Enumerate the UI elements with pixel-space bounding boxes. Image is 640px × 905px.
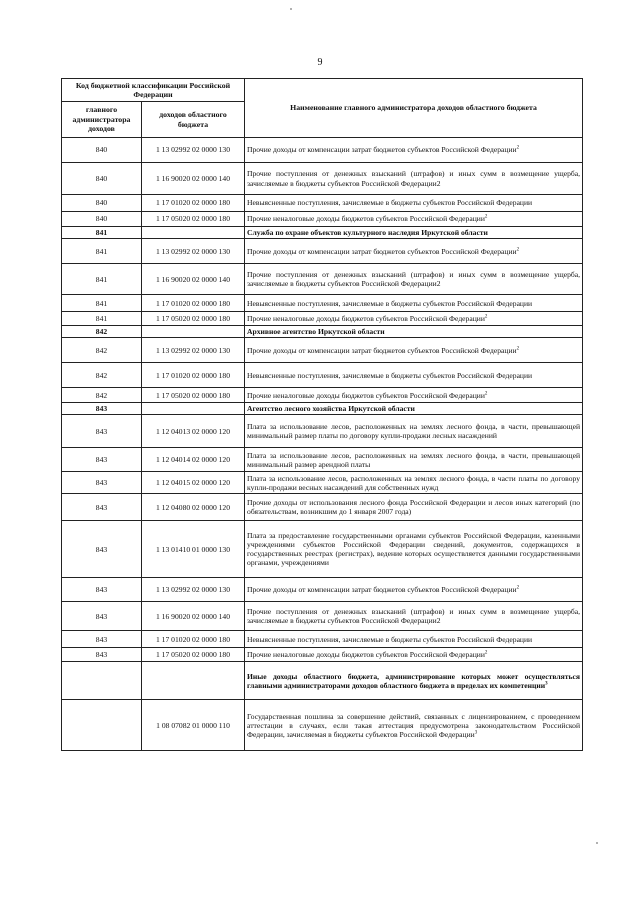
footnote-ref: 3	[474, 730, 478, 736]
revenue-name-cell	[245, 312, 583, 326]
revenue-code-cell: 1 17 01020 02 0000 180	[142, 195, 245, 212]
revenue-name-cell	[245, 363, 583, 388]
revenue-name-cell	[245, 521, 583, 578]
admin-code-cell: 840	[62, 138, 142, 163]
revenue-name-cell	[245, 227, 583, 239]
admin-code-cell: 843	[62, 403, 142, 415]
revenue-code-cell: 1 17 05020 02 0000 180	[142, 388, 245, 403]
scan-dot	[290, 8, 292, 10]
header-admin-code: главного администратора доходов	[62, 102, 142, 138]
revenue-name-cell	[245, 212, 583, 227]
revenue-name-text: Невыясненные поступления, зачисляемые в бюджеты субъектов Российской Федерации	[247, 198, 533, 208]
revenue-code-cell: 1 12 04015 02 0000 120	[142, 472, 245, 494]
revenue-code-cell: 1 16 90020 02 0000 140	[142, 163, 245, 195]
footnote-ref: 2	[484, 650, 488, 656]
section-row	[62, 326, 583, 338]
revenue-code-cell: 1 17 05020 02 0000 180	[142, 212, 245, 227]
table-row	[62, 602, 583, 631]
revenue-name-text: Прочие доходы от компенсации затрат бюджетов субъектов Российской Федерации	[247, 246, 517, 256]
page-number: 9	[317, 57, 323, 68]
admin-code-cell: 843	[62, 578, 142, 602]
revenue-name-text: Прочие доходы от компенсации затрат бюджетов субъектов Российской Федерации	[247, 345, 517, 355]
revenue-name-cell	[245, 648, 583, 662]
admin-code-cell: 843	[62, 521, 142, 578]
revenue-name-text: Прочие поступления от денежных взысканий (штрафов) и иных сумм в возмещение ущерба, зачисляемые в бюджеты субъектов Российской Федерации2	[247, 270, 581, 289]
admin-code-cell: 843	[62, 448, 142, 472]
header-revenue-code: доходов областного бюджета	[142, 102, 245, 138]
table-row	[62, 138, 583, 163]
revenue-code-cell: 1 13 01410 01 0000 130	[142, 521, 245, 578]
revenue-name-cell	[245, 295, 583, 312]
table-row	[62, 295, 583, 312]
table-row	[62, 388, 583, 403]
revenue-name-text: Прочие неналоговые доходы бюджетов субъектов Российской Федерации	[247, 314, 485, 324]
section-row	[62, 662, 583, 700]
header-administrator-name: Наименование главного администратора доходов областного бюджета	[245, 79, 583, 138]
revenue-name-text: Государственная пошлина за совершение действий, связанных с лицензированием, с проведением аттестации в случаях, если такая аттестация предусмотрена законодательством Российской Федерации, зачисляемая в бюджеты субъектов Российской Федерации	[247, 711, 581, 739]
revenue-name-text: Невыясненные поступления, зачисляемые в бюджеты субъектов Российской Федерации	[247, 298, 533, 308]
table-row	[62, 648, 583, 662]
revenue-name-cell	[245, 631, 583, 648]
admin-code-cell: 841	[62, 227, 142, 239]
table-row	[62, 239, 583, 264]
revenue-code-cell: 1 17 05020 02 0000 180	[142, 648, 245, 662]
revenue-name-text: Плата за использование лесов, расположенных на землях лесного фонда, в части, превышающей минимальный размер платы по договору купли-продажи лесных насаждений	[247, 422, 581, 441]
admin-code-cell	[62, 700, 142, 751]
section-row	[62, 403, 583, 415]
revenue-code-cell: 1 12 04013 02 0000 120	[142, 415, 245, 448]
revenue-code-cell: 1 13 02992 02 0000 130	[142, 338, 245, 363]
table-row	[62, 163, 583, 195]
revenue-code-cell: 1 16 90020 02 0000 140	[142, 602, 245, 631]
revenue-name-text: Плата за предоставление государственными органами субъектов Российской Федерации, казенными учреждениями субъектов Российской Федерации сведений, документов, содержащихся в государственных реестрах (регистрах), ведение которых осуществляется данными государственными органами, учреждениями	[247, 531, 581, 568]
admin-code-cell: 843	[62, 631, 142, 648]
revenue-name-cell	[245, 415, 583, 448]
table-body	[62, 138, 583, 751]
table-row	[62, 312, 583, 326]
revenue-code-cell: 1 13 02992 02 0000 130	[142, 578, 245, 602]
revenue-name-text: Невыясненные поступления, зачисляемые в бюджеты субъектов Российской Федерации	[247, 634, 533, 644]
revenue-name-cell	[245, 578, 583, 602]
revenue-name-cell	[245, 239, 583, 264]
footnote-ref: 2	[484, 214, 488, 220]
revenue-administrators-table	[61, 78, 583, 751]
revenue-code-cell	[142, 326, 245, 338]
table-row	[62, 415, 583, 448]
admin-code-cell: 842	[62, 326, 142, 338]
admin-code-cell: 843	[62, 472, 142, 494]
revenue-name-cell	[245, 403, 583, 415]
table-row	[62, 494, 583, 521]
admin-code-cell: 843	[62, 648, 142, 662]
revenue-name-cell	[245, 326, 583, 338]
revenue-code-cell: 1 08 07082 01 0000 110	[142, 700, 245, 751]
revenue-code-cell	[142, 227, 245, 239]
admin-code-cell: 842	[62, 338, 142, 363]
admin-code-cell: 841	[62, 239, 142, 264]
admin-code-cell: 842	[62, 388, 142, 403]
revenue-name-text: Прочие поступления от денежных взысканий (штрафов) и иных сумм в возмещение ущерба, зачисляемые в бюджеты субъектов Российской Федерации2	[247, 169, 581, 188]
table-row	[62, 338, 583, 363]
footnote-ref: 2	[516, 585, 520, 591]
revenue-name-text: Невыясненные поступления, зачисляемые в бюджеты субъектов Российской Федерации	[247, 370, 533, 380]
footnote-ref: 2	[516, 247, 520, 253]
revenue-name-text: Плата за использование лесов, расположенных на землях лесного фонда, в части, превышающей минимальный размер арендной платы	[247, 450, 581, 469]
revenue-name-cell	[245, 602, 583, 631]
table-row	[62, 195, 583, 212]
revenue-code-cell: 1 16 90020 02 0000 140	[142, 264, 245, 295]
table-row	[62, 212, 583, 227]
admin-code-cell: 840	[62, 212, 142, 227]
table-row	[62, 631, 583, 648]
revenue-name-text: Прочие неналоговые доходы бюджетов субъектов Российской Федерации	[247, 214, 485, 224]
revenue-name-cell	[245, 448, 583, 472]
table-row	[62, 578, 583, 602]
section-row	[62, 227, 583, 239]
table-row	[62, 363, 583, 388]
revenue-name-cell	[245, 195, 583, 212]
table-row	[62, 700, 583, 751]
revenue-name-cell	[245, 494, 583, 521]
revenue-code-cell: 1 13 02992 02 0000 130	[142, 138, 245, 163]
admin-code-cell: 843	[62, 494, 142, 521]
admin-code-cell: 841	[62, 264, 142, 295]
revenue-name-cell	[245, 338, 583, 363]
revenue-name-cell	[245, 138, 583, 163]
admin-code-cell: 840	[62, 163, 142, 195]
table-row	[62, 448, 583, 472]
admin-code-cell: 843	[62, 602, 142, 631]
footnote-ref: 2	[516, 145, 520, 151]
revenue-code-cell: 1 17 01020 02 0000 180	[142, 295, 245, 312]
revenue-name-cell	[245, 388, 583, 403]
revenue-code-cell: 1 17 01020 02 0000 180	[142, 363, 245, 388]
revenue-name-cell	[245, 472, 583, 494]
revenue-name-text: Прочие поступления от денежных взысканий (штрафов) и иных сумм в возмещение ущерба, зачисляемые в бюджеты субъектов Российской Федерации2	[247, 607, 581, 626]
revenue-name-cell	[245, 662, 583, 700]
admin-code-cell: 841	[62, 312, 142, 326]
admin-code-cell	[62, 662, 142, 700]
admin-code-cell: 842	[62, 363, 142, 388]
admin-code-cell: 843	[62, 415, 142, 448]
revenue-name-text: Прочие доходы от использования лесного фонда Российской Федерации и лесов иных категорий (по обязательствам, возникшим до 1 января 2007 года)	[247, 498, 581, 517]
admin-code-cell: 840	[62, 195, 142, 212]
admin-code-cell: 841	[62, 295, 142, 312]
table-row	[62, 521, 583, 578]
revenue-name-text: Плата за использование лесов, расположенных на землях лесного фонда, в части платы по договору купли-продажи весных насаждений для собственных нужд	[247, 473, 581, 492]
footnote-ref: 2	[484, 391, 488, 397]
table-row	[62, 264, 583, 295]
revenue-name-text: Иные доходы областного бюджета, администрирование которых может осуществляться главными администраторами доходов областного бюджета в пределах их компетенции	[247, 671, 581, 690]
scan-dot	[596, 842, 598, 844]
revenue-name-text: Прочие доходы от компенсации затрат бюджетов субъектов Российской Федерации	[247, 145, 517, 155]
revenue-code-cell: 1 17 01020 02 0000 180	[142, 631, 245, 648]
header-classification-code: Код бюджетной классификации Российской Федерации	[62, 79, 245, 102]
revenue-name-text: Служба по охране объектов культурного наследия Иркутской области	[247, 228, 488, 237]
revenue-name-cell	[245, 163, 583, 195]
revenue-code-cell	[142, 662, 245, 700]
footnote-ref: 2	[516, 346, 520, 352]
revenue-name-text: Прочие неналоговые доходы бюджетов субъектов Российской Федерации	[247, 650, 485, 660]
revenue-name-text: Агентство лесного хозяйства Иркутской области	[247, 404, 415, 414]
footnote-ref: 2	[484, 314, 488, 320]
revenue-name-cell	[245, 700, 583, 751]
revenue-code-cell	[142, 403, 245, 415]
revenue-name-text: Прочие неналоговые доходы бюджетов субъектов Российской Федерации	[247, 390, 485, 400]
footnote-ref: 3	[545, 681, 548, 687]
table-row	[62, 472, 583, 494]
revenue-code-cell: 1 13 02992 02 0000 130	[142, 239, 245, 264]
revenue-name-text: Прочие доходы от компенсации затрат бюджетов субъектов Российской Федерации	[247, 585, 517, 595]
revenue-name-text: Архивное агентство Иркутской области	[247, 327, 385, 337]
revenue-code-cell: 1 12 04080 02 0000 120	[142, 494, 245, 521]
revenue-code-cell: 1 17 05020 02 0000 180	[142, 312, 245, 326]
revenue-code-cell: 1 12 04014 02 0000 120	[142, 448, 245, 472]
revenue-name-cell	[245, 264, 583, 295]
